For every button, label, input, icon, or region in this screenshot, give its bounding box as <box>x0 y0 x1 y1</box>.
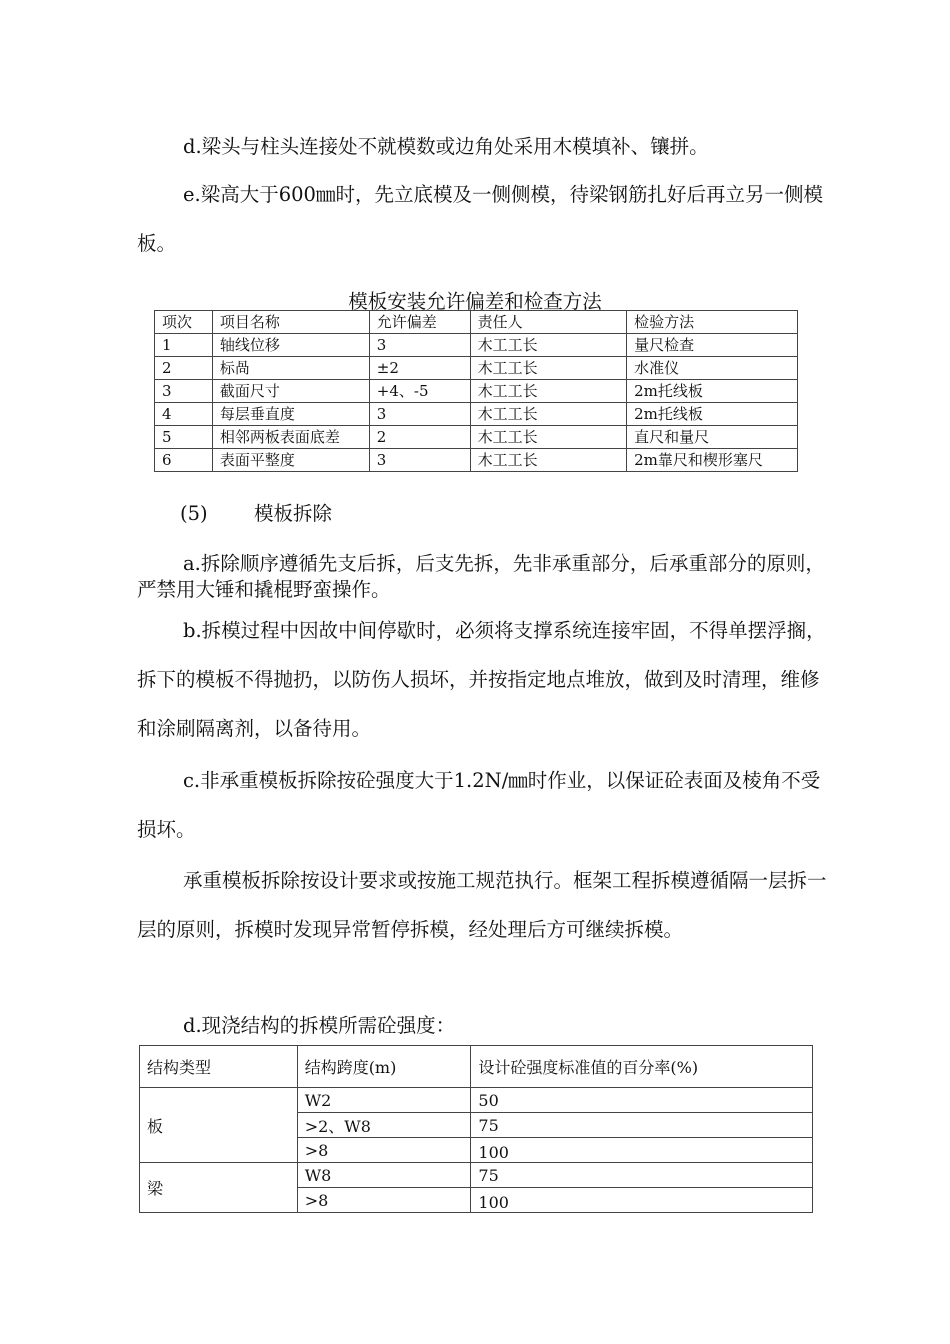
table-cell: 75 <box>471 1113 813 1138</box>
tolerance-table <box>154 310 798 472</box>
table-cell: 2m靠尺和楔形塞尺 <box>627 449 798 472</box>
table-cell: 相邻两板表面底差 <box>212 426 369 449</box>
table-cell: 6 <box>155 449 213 472</box>
table-cell: 1 <box>155 334 213 357</box>
table-row <box>155 426 798 449</box>
table-cell: >8 <box>297 1188 471 1213</box>
table-cell: 2m托线板 <box>627 380 798 403</box>
table-cell: 75 <box>471 1163 813 1188</box>
table-cell: >8 <box>297 1138 471 1163</box>
section-heading <box>180 498 332 526</box>
section-title: 模板拆除 <box>254 502 333 525</box>
table-row <box>155 403 798 426</box>
table-row <box>155 334 798 357</box>
paragraph-removal-a: a.拆除顺序遵循先支后拆，后支先拆，先非承重部分，后承重部分的原则，严禁用大锤和撬棍野蛮操作。 <box>137 552 825 601</box>
table-cell: 截面尺寸 <box>212 380 369 403</box>
paragraph-removal-c: c.非承重模板拆除按砼强度大于1.2N/㎜时作业，以保证砼表面及棱角不受损坏。 <box>137 769 821 841</box>
table-header-row <box>140 1046 813 1088</box>
table-cell: 5 <box>155 426 213 449</box>
table-cell: 50 <box>471 1088 813 1113</box>
removal-strength-table <box>139 1045 813 1213</box>
table-row <box>140 1088 813 1113</box>
table-row <box>155 380 798 403</box>
header-cell: 责任人 <box>470 311 627 334</box>
paragraph-load-bearing: 承重模板拆除按设计要求或按施工规范执行。框架工程拆模遵循隔一层拆一层的原则，拆模时发现异常暂停拆模，经处理后方可继续拆模。 <box>137 869 827 941</box>
table-cell: 4 <box>155 403 213 426</box>
table-cell: 标咼 <box>212 357 369 380</box>
structure-type-cell: 梁 <box>140 1163 298 1213</box>
table-cell: 3 <box>369 334 470 357</box>
table-cell: 100 <box>471 1188 813 1213</box>
header-cell: 项次 <box>155 311 213 334</box>
table-cell: W8 <box>297 1163 471 1188</box>
table-cell: 2 <box>155 357 213 380</box>
table-cell: 2 <box>369 426 470 449</box>
table-header-row <box>155 311 798 334</box>
section-number: (5) <box>180 502 208 525</box>
table-cell: 轴线位移 <box>212 334 369 357</box>
table1-title: 模板安装允许偏差和检查方法 <box>348 290 602 313</box>
table-cell: 木工工长 <box>470 403 627 426</box>
header-cell: 结构类型 <box>140 1046 298 1088</box>
header-cell: 允许偏差 <box>369 311 470 334</box>
table-cell: ±2 <box>369 357 470 380</box>
table-cell: 木工工长 <box>470 334 627 357</box>
paragraph-e-beam: e.梁高大于600㎜时，先立底模及一侧侧模，待梁钢筋扎好后再立另一侧模板。 <box>137 183 823 255</box>
table-cell: 直尺和量尺 <box>627 426 798 449</box>
table-row <box>155 449 798 472</box>
paragraph-removal-b: b.拆模过程中因故中间停歇时，必须将支撑系统连接牢固，不得单摆浮搁，拆下的模板不得抛扔，以防伤人损坏，并按指定地点堆放，做到及时清理，维修和涂刷隔离剂，以备待用。 <box>137 619 826 740</box>
header-cell: 设计砼强度标准值的百分率(%) <box>471 1046 813 1088</box>
header-cell: 检验方法 <box>627 311 798 334</box>
table-cell: 木工工长 <box>470 449 627 472</box>
table-cell: W2 <box>297 1088 471 1113</box>
table-cell: +4、-5 <box>369 380 470 403</box>
table-cell: 2m托线板 <box>627 403 798 426</box>
paragraph-removal-d: d.现浇结构的拆模所需砼强度： <box>183 1014 456 1037</box>
table-cell: 木工工长 <box>470 426 627 449</box>
structure-type-cell: 板 <box>140 1088 298 1163</box>
table-cell: 3 <box>369 403 470 426</box>
table-cell: 量尺检查 <box>627 334 798 357</box>
table-cell: 100 <box>471 1138 813 1163</box>
table-cell: >2、W8 <box>297 1113 471 1138</box>
header-cell: 项目名称 <box>212 311 369 334</box>
table-cell: 每层垂直度 <box>212 403 369 426</box>
table-cell: 水准仪 <box>627 357 798 380</box>
table-cell: 3 <box>155 380 213 403</box>
table-cell: 表面平整度 <box>212 449 369 472</box>
table-row <box>155 357 798 380</box>
header-cell: 结构跨度(m) <box>297 1046 471 1088</box>
table-cell: 木工工长 <box>470 357 627 380</box>
paragraph-d-joint: d.梁头与柱头连接处不就模数或边角处采用木模填补、镶拼。 <box>183 135 709 158</box>
table-cell: 3 <box>369 449 470 472</box>
table-cell: 木工工长 <box>470 380 627 403</box>
table-row <box>140 1163 813 1188</box>
